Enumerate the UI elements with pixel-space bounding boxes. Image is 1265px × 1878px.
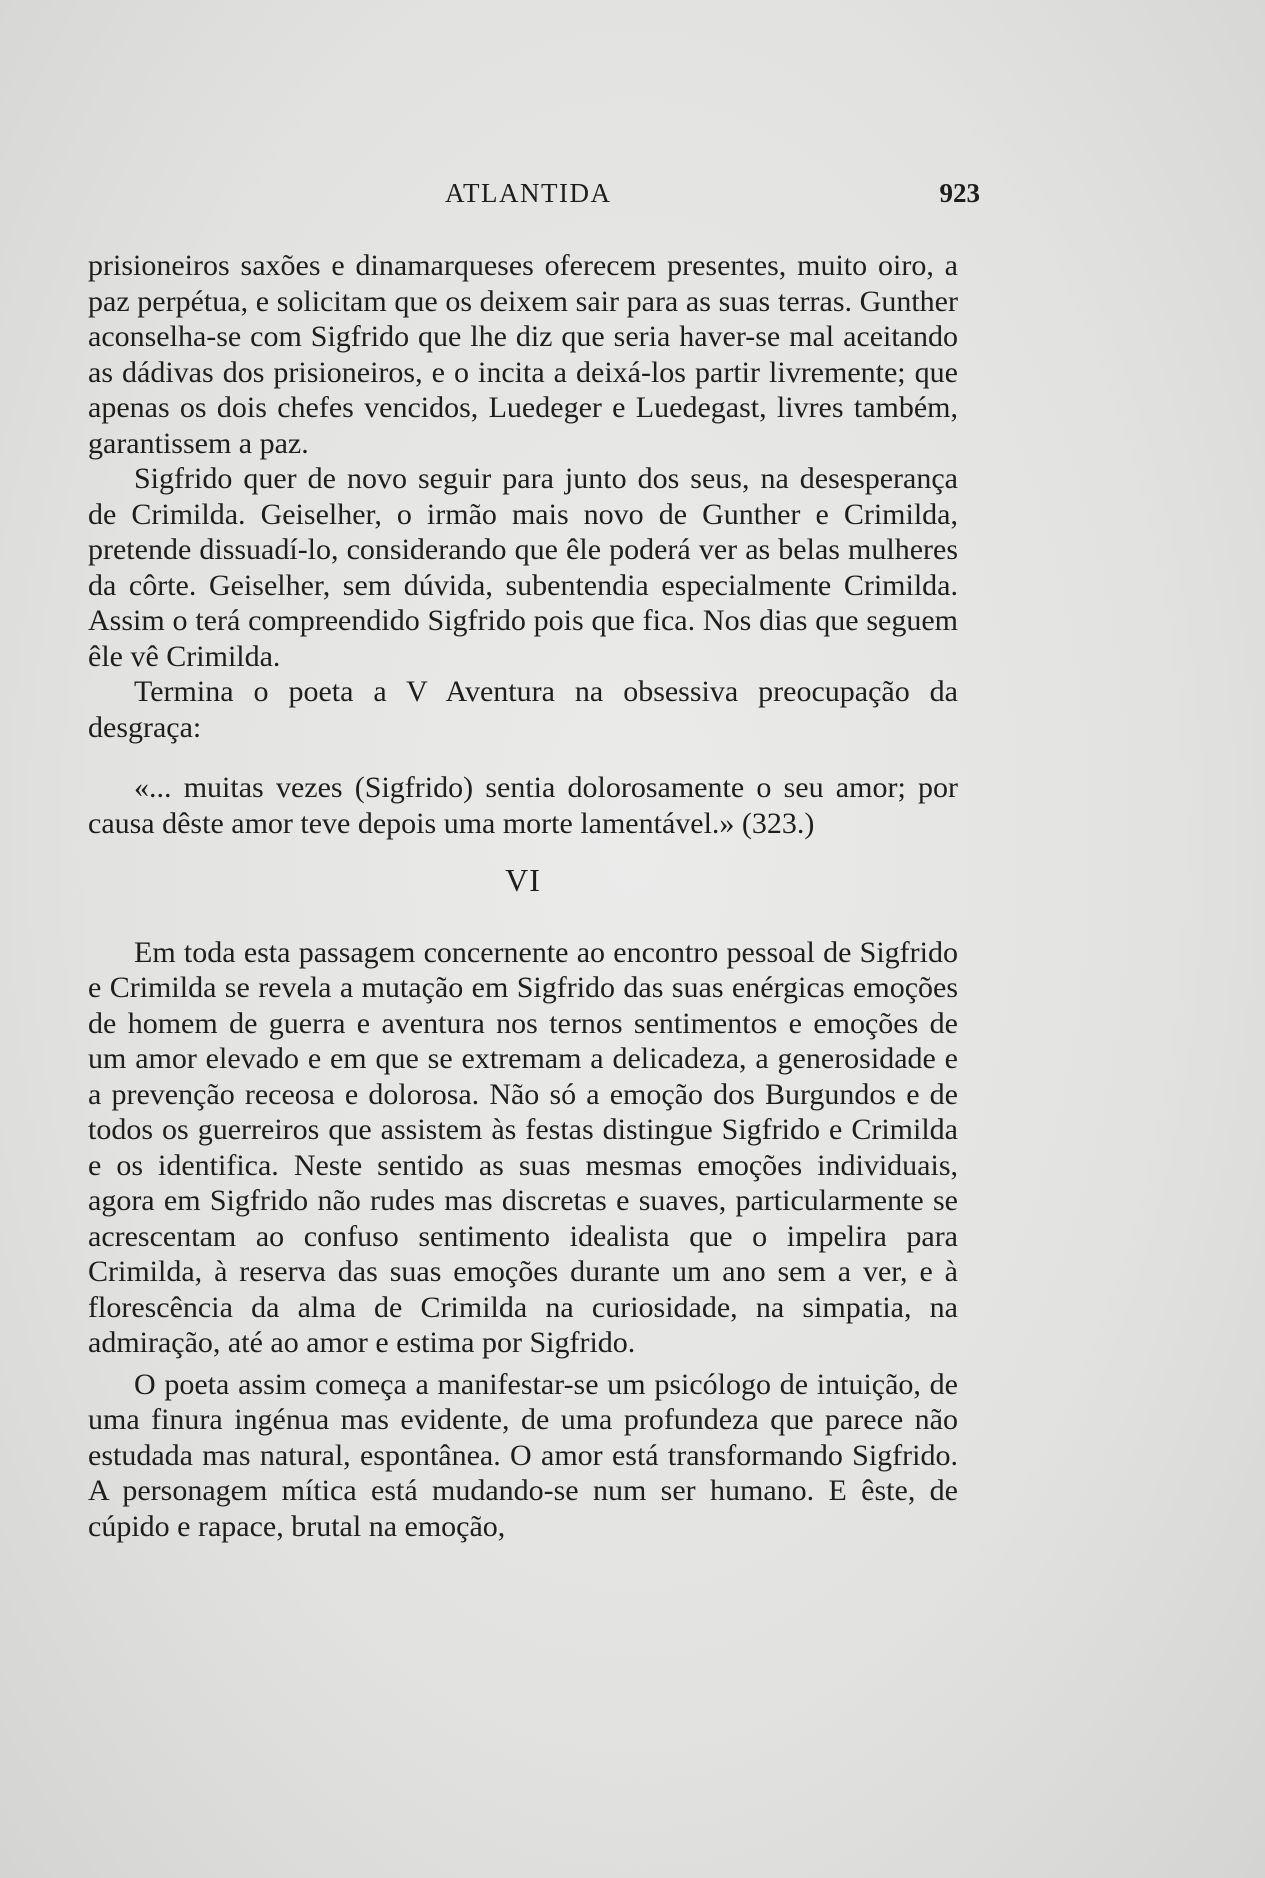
paragraph-psychologist: O poeta assim começa a manifestar-se um psicólogo de intuição, de uma finura ingénua mas evidente, de uma profundeza que parece não estudada mas natural, espontânea. O amor está transformando Sigfrido. A personagem mítica está mudando-se num ser humano. E êste, de cúpido e rapace, brutal na emoção, [88,1367,958,1543]
body-text [88,248,958,1544]
paragraph-continuation: prisioneiros saxões e dinamarqueses oferecem presentes, muito oiro, a paz perpétua, e solicitam que os deixem sair para as suas terras. Gunther aconselha-se com Sigfrido que lhe diz que seria haver-se mal aceitando as dádivas dos prisioneiros, e o incita a deixá-los partir livremente; que apenas os dois chefes vencidos, Luedeger e Luedegast, livres também, garantissem a paz. [88,249,958,460]
running-title: ATLANTIDA [445,178,612,208]
paragraph-sigfrido-stays: Sigfrido quer de novo seguir para junto dos seus, na desesperança de Crimilda. Geiselher, o irmão mais novo de Gunther e Crimilda, pretende dissuadí-lo, considerando que êle poderá ver as belas mulheres da côrte. Geiselher, sem dúvida, subentendia especialmente Crimilda. Assim o terá compreendido Sigfrido pois que fica. Nos dias que seguem êle vê Crimilda. [88,462,958,673]
block-quote: «... muitas vezes (Sigfrido) sentia dolorosamente o seu amor; por causa dêste amor teve depois uma morte lamentável.» (323.) [88,771,958,840]
running-head [90,178,980,218]
paragraph-mutation: Em toda esta passagem concernente ao encontro pessoal de Sigfrido e Crimilda se revela a mutação em Sigfrido das suas enérgicas emoções de homem de guerra e aventura nos ternos sentimentos e emoções de um amor elevado e em que se extremam a delicadeza, a generosidade e a prevenção receosa e dolorosa. Não só a emoção dos Burgundos e de todos os guerreiros que assistem às festas distingue Sigfrido e Crimilda e os identifica. Neste sentido as suas mesmas emoções individuais, agora em Sigfrido não rudes mas discretas e suaves, particularmente se acrescentam ao confuso sentimento idealista que o impelira para Crimilda, à reserva das suas emoções durante um ano sem a ver, e à florescência da alma de Crimilda na curiosidade, na simpatia, na admiração, até ao amor e estima por Sigfrido. [88,935,958,1359]
paragraph-aventura-end: Termina o poeta a V Aventura na obsessiva preocupação da desgraça: [88,675,958,744]
page-number: 923 [939,178,980,208]
section-number: VI [505,862,541,898]
